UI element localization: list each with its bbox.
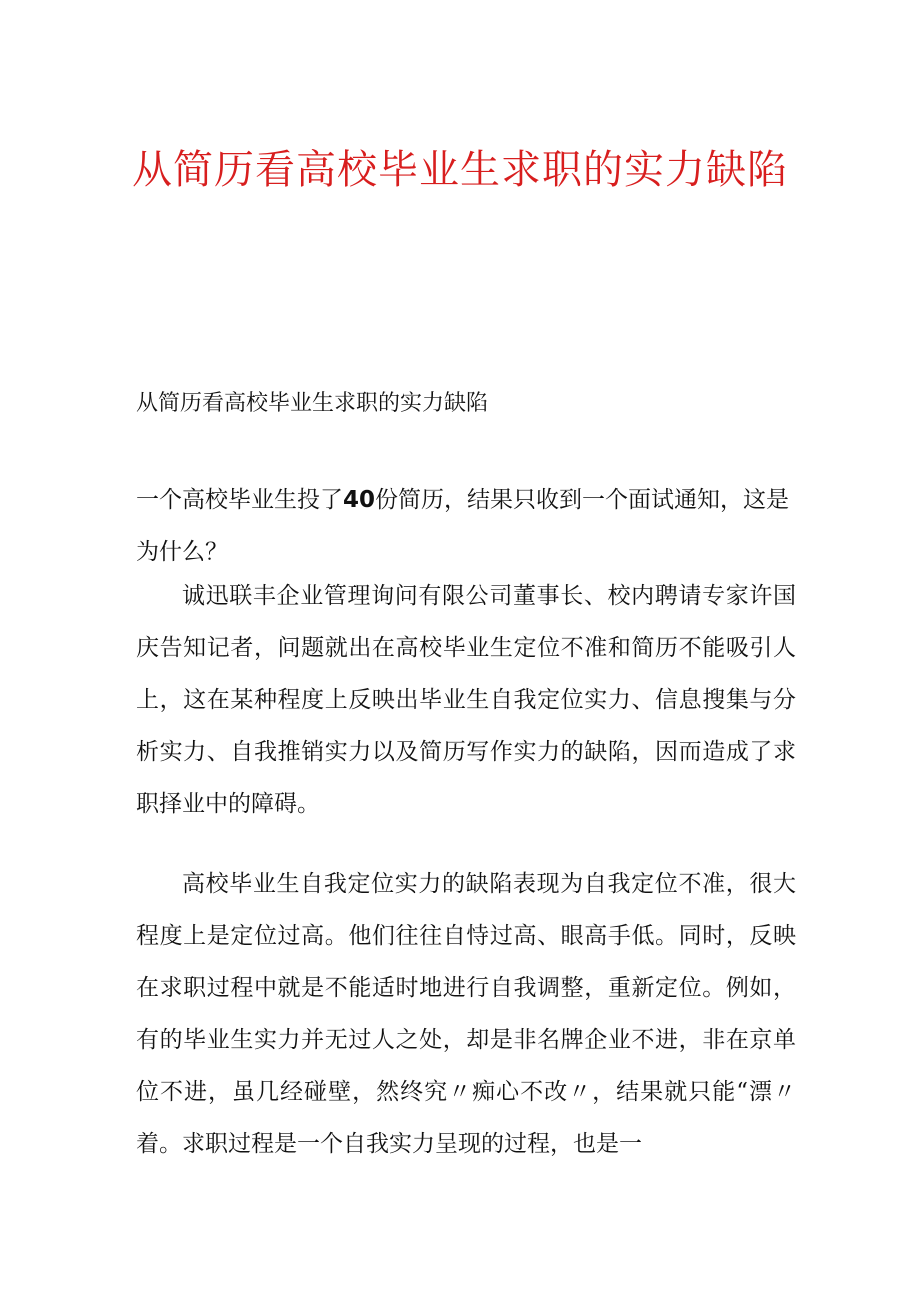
body-paragraph-2: 高校毕业生自我定位实力的缺陷表现为自我定位不准，很大程度上是定位过高。他们往往自恃过高、眼高手低。同时，反映在求职过程中就是不能适时地进行自我调整，重新定位。例如，有的毕业生实力并无过人之处，却是非名牌企业不进，非在京单位不进，虽几经碰壁，然终究〃痴心不改〃，结果就只能“漂〃着。求职过程是一个自我实力呈现的过程，也是一 [136,871,796,1157]
document-subtitle: 从简历看高校毕业生求职的实力缺陷 [136,391,489,416]
question-text-after: 份简历，结果只收到一个面试通知，这是为什么？ [136,487,790,565]
question-number: 40 [343,487,376,513]
body-paragraph-1: 诚迅联丰企业管理询问有限公司董事长、校内聘请专家许国庆告知记者，问题就出在高校毕业生定位不准和简历不能吸引人上，这在某种程度上反映出毕业生自我定位实力、信息搜集与分析实力、自我推销实力以及简历写作实力的缺陷，因而造成了求职择业中的障碍。 [136,583,796,817]
question-text-before: 一个高校毕业生投了 [136,487,343,513]
opening-question [136,474,796,578]
document-title: 从简历看高校毕业生求职的实力缺陷 [132,147,788,193]
